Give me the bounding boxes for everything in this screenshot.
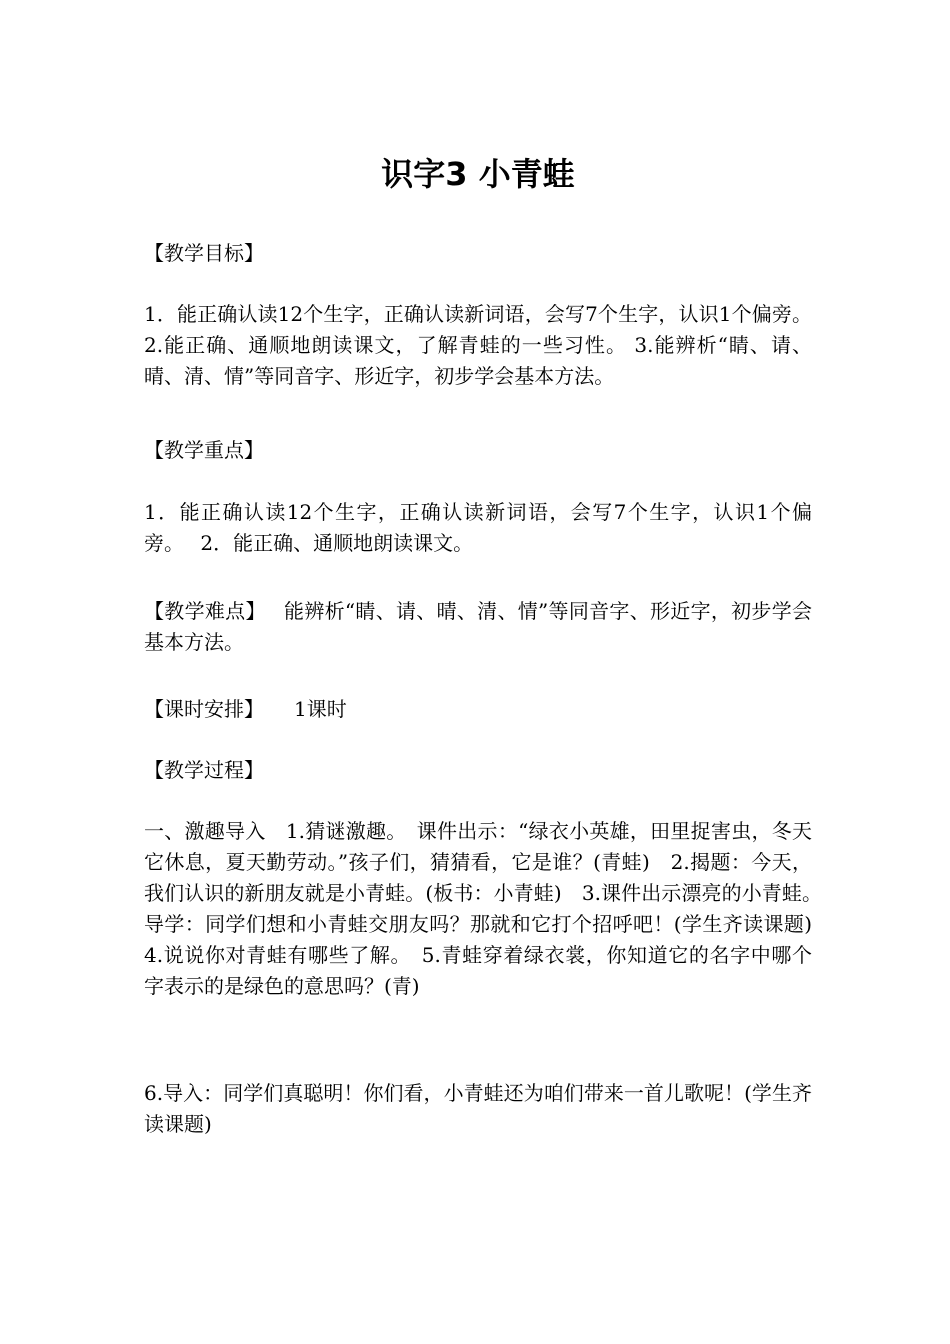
key-points-heading: 【教学重点】 — [144, 438, 264, 462]
objectives-heading: 【教学目标】 — [144, 241, 264, 265]
schedule-heading: 【课时安排】 — [144, 697, 264, 721]
difficulties-text: 能辨析“睛、请、晴、清、情”等同音字、形近字，初步学会基本方法。 — [144, 599, 813, 654]
schedule-text: 1课时 — [294, 697, 347, 721]
difficulties-paragraph — [144, 596, 812, 658]
process-paragraph-1: 一、激趣导入 1.猜谜激趣。 课件出示：“绿衣小英雄，田里捉害虫，冬天它休息，夏天勤劳动。”孩子们，猜猜看，它是谁？(青蛙) 2.揭题：今天，我们认识的新朋友就是小青蛙。(板书：小青蛙) 3.课件出示漂亮的小青蛙。 导学：同学们想和小青蛙交朋友吗？那就和它打个招呼吧！(学生齐读课题) 4.说说你对青蛙有哪些了解。 5.青蛙穿着绿衣裳，你知道它的名字中哪个字表示的是绿色的意思吗？(青) — [144, 819, 832, 998]
schedule-paragraph — [144, 694, 347, 725]
document-title: 识字3 小青蛙 — [381, 155, 575, 193]
process-paragraph-2: 6.导入：同学们真聪明！你们看，小青蛙还为咱们带来一首儿歌呢！(学生齐读课题) — [144, 1081, 812, 1136]
difficulties-heading: 【教学难点】 — [144, 599, 266, 623]
key-points-text: 1．能正确认读12个生字，正确认读新词语，会写7个生字，认识1个偏 旁。 2．能正确、通顺地朗读课文。 — [144, 500, 832, 555]
process-heading: 【教学过程】 — [144, 758, 264, 782]
objectives-text: 1．能正确认读12个生字，正确认读新词语，会写7个生字，认识1个偏旁。 2.能正确、通顺地朗读课文，了解青蛙的一些习性。 3.能辨析“睛、请、晴、清、情”等同音字、形近字，初步学会基本方法。 — [144, 302, 812, 388]
